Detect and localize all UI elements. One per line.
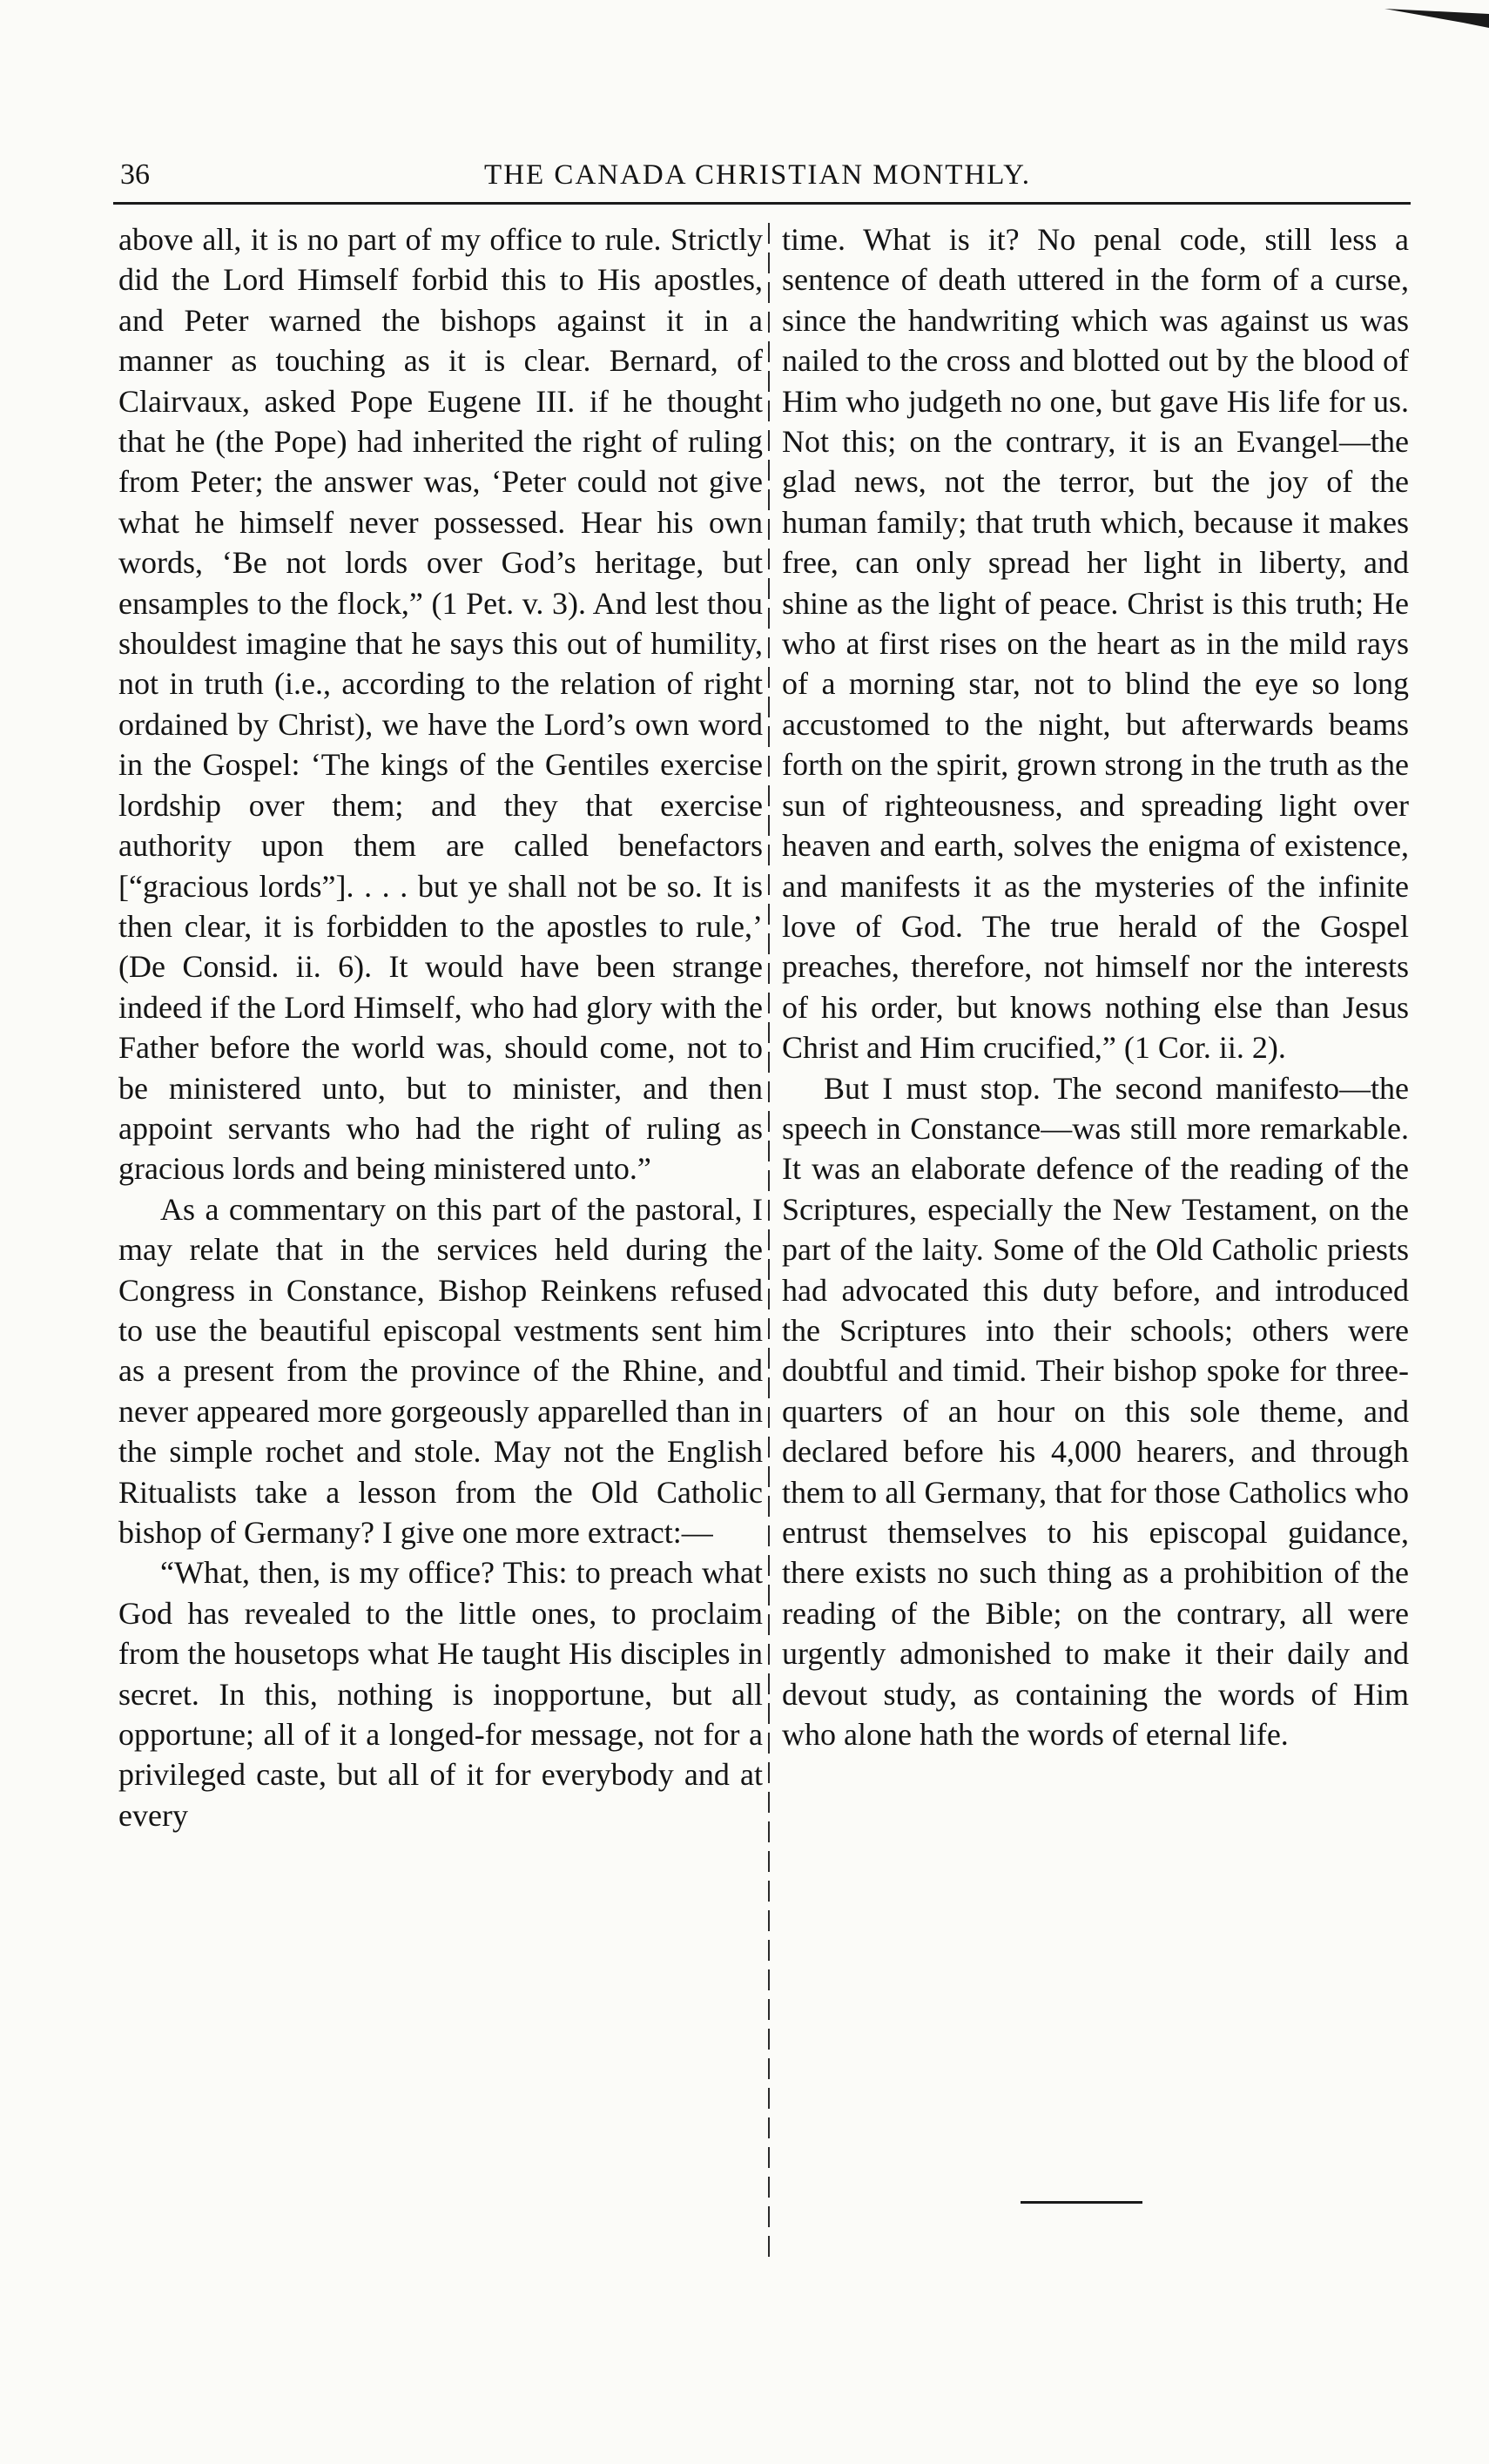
- right-paragraph-1: time. What is it? No penal code, still less a sentence of death uttered in the form of a curse, since the handwriting which was against us was nailed to the cross and blotted out by the blood of Him who judgeth no one, but gave His life for us. Not this; on the contrary, it is an Evangel—the glad news, not the terror, but the joy of the human family; that truth which, because it makes free, can only spread her light in liberty, and shine as the light of peace. Christ is this truth; He who at first rises on the heart as in the mild rays of a morning star, not to blind the eye so long accustomed to the night, but afterwards beams forth on the spirit, grown strong in the truth as the sun of righteousness, and spreading light over heaven and earth, solves the enigma of existence, and manifests it as the mysteries of the infinite love of God. The true herald of the Gospel preaches, therefore, not himself nor the interests of his order, but knows nothing else than Jesus Christ and Him crucified,” (1 Cor. ii. 2).: [782, 222, 1409, 1066]
- right-paragraph-2: But I must stop. The second manifesto—the speech in Constance—was still more remarkable. It was an elaborate defence of the reading of the Scriptures, especially the New Testament, on the part of the laity. Some of the Old Catholic priests had advocated this duty before, and introduced the Scriptures into their schools; others were doubtful and timid. Their bishop spoke for three-quarters of an hour on this sole theme, and declared before his 4,000 hearers, and through them to all Germany, that for those Catholics who entrust themselves to his episcopal guidance, there exists no such thing as a prohibition of the reading of the Bible; on the contrary, all were urgently admonished to make it their daily and devout study, as containing the words of Him who alone hath the words of eternal life.: [782, 1070, 1409, 1753]
- right-column: [782, 219, 1409, 1754]
- end-rule: [1021, 2201, 1142, 2204]
- page-corner-mark: [1385, 5, 1489, 28]
- left-paragraph-1: above all, it is no part of my office to rule. Strictly did the Lord Himself forbid this to His apostles, and Peter warned the bishops against it in a manner as touching as it is clear. Bernard, of Clairvaux, asked Pope Eugene III. if he thought that he (the Pope) had inherited the right of ruling from Peter; the answer was, ‘Peter could not give what he himself never possessed. Hear his own words, ‘Be not lords over God’s heritage, but ensamples to the flock,” (1 Pet. v. 3). And lest thou shouldest imagine that he says this out of humility, not in truth (i.e., according to the relation of right ordained by Christ), we have the Lord’s own word in the Gospel: ‘The kings of the Gentiles exercise lordship over them; and they that exercise authority upon them are called benefactors [“gracious lords”]. . . . but ye shall not be so. It is then clear, it is forbidden to the apostles to rule,’ (De Consid. ii. 6). It would have been strange indeed if the Lord Himself, who had glory with the Father before the world was, should come, not to be ministered unto, but to minister, and then appoint servants who had the right of ruling as gracious lords and being ministered unto.”: [118, 222, 763, 1187]
- page-number: 36: [120, 158, 150, 191]
- column-divider: [768, 223, 770, 2260]
- header-rule: [113, 202, 1411, 205]
- left-paragraph-2: As a commentary on this part of the pastoral, I may relate that in the services held during the Congress in Constance, Bishop Reinkens refused to use the beautiful episcopal vestments sent him as a present from the province of the Rhine, and never appeared more gorgeously apparelled than in the simple rochet and stole. May not the English Ritualists take a lesson from the Old Catholic bishop of Germany? I give one more extract:—: [118, 1191, 763, 1550]
- left-column: [118, 219, 763, 1835]
- page-header: [104, 155, 1411, 202]
- left-paragraph-3: “What, then, is my office? This: to preach what God has revealed to the little ones, to proclaim from the housetops what He taught His disciples in secret. In this, nothing is inopportune, but all opportune; all of it a longed-for message, not for a privileged caste, but all of it for everybody and at every: [118, 1555, 763, 1833]
- running-title: THE CANADA CHRISTIAN MONTHLY.: [484, 159, 1031, 191]
